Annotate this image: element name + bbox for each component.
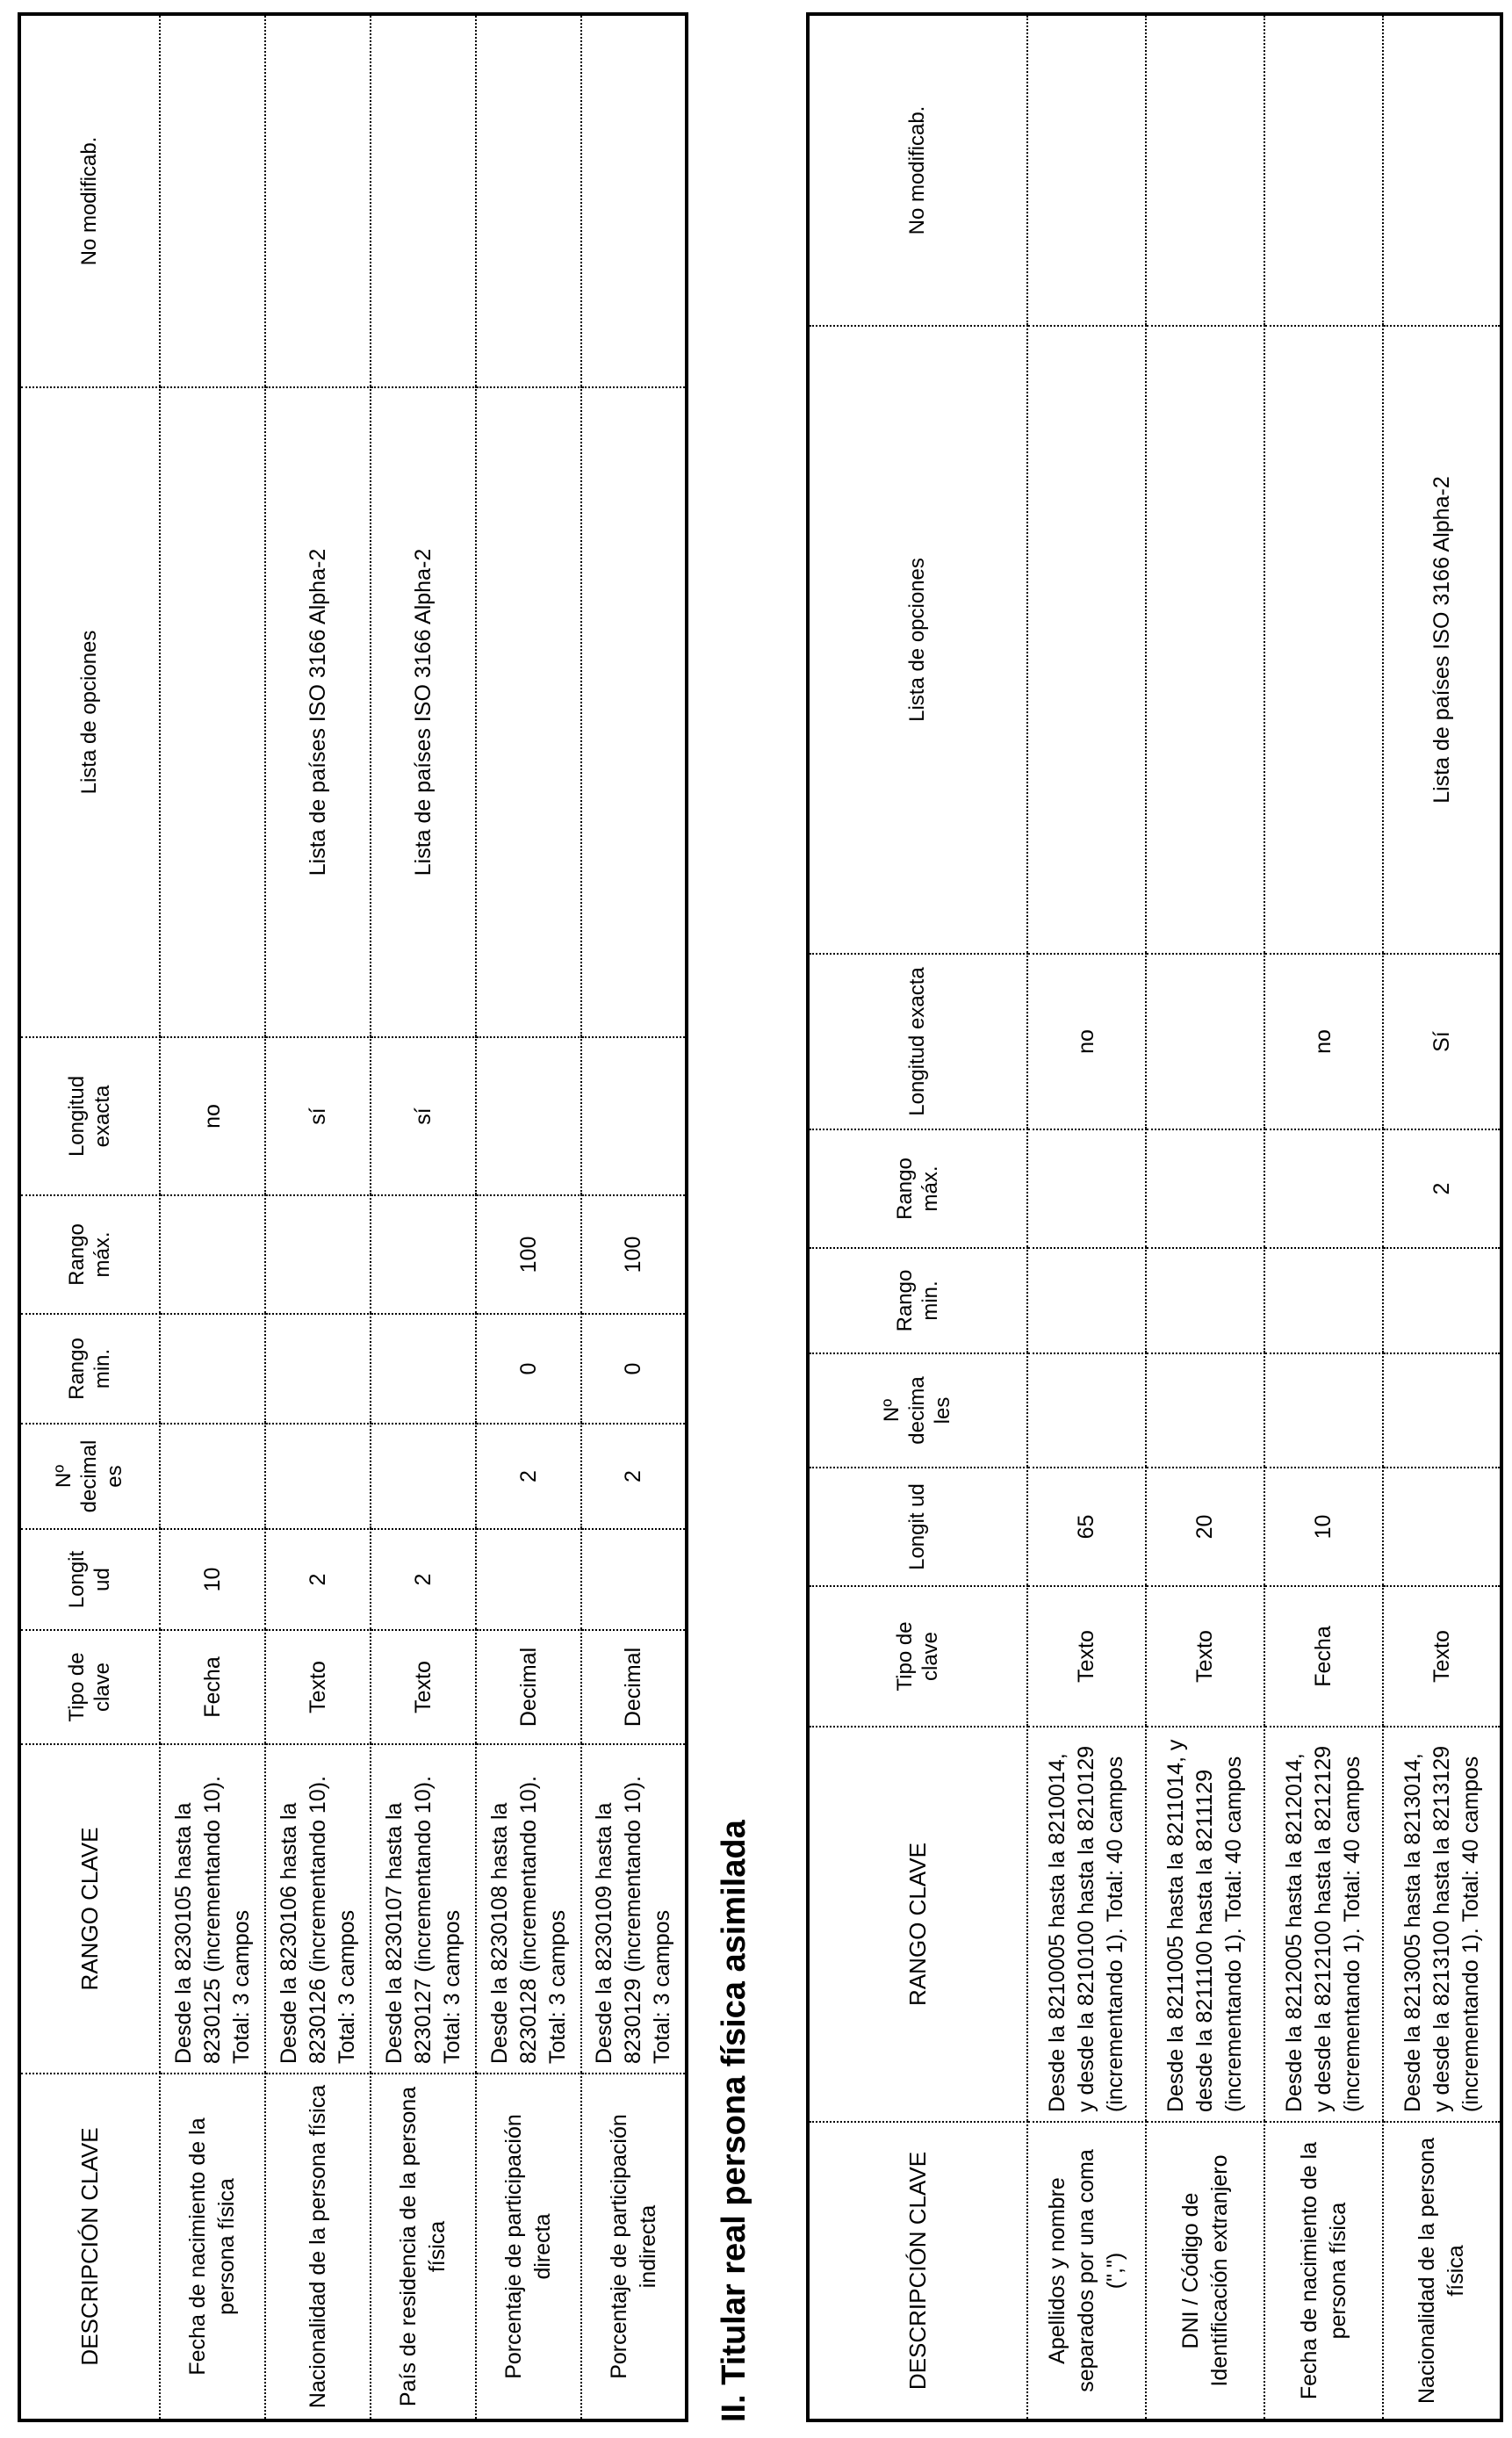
cell-longitud: 2 — [265, 1529, 371, 1630]
table-row — [1146, 14, 1264, 2420]
header-lista-opciones: Lista de opciones — [19, 387, 160, 1037]
cell-no-modificable — [265, 14, 371, 387]
header-decimales: Nº decimal es — [19, 1424, 160, 1529]
cell-lista-opciones — [160, 387, 265, 1037]
cell-longitud: 2 — [371, 1529, 476, 1630]
cell-rango-clave: Desde la 8212005 hasta la 8212014, y desde la 8212100 hasta la 8212129 (incrementando 1). Total: 40 campos — [1264, 1727, 1383, 2122]
cell-decimales — [265, 1424, 371, 1529]
cell-rango-max — [1264, 1129, 1383, 1248]
cell-descripcion: DNI / Código de Identificación extranjero — [1146, 2122, 1264, 2420]
table-persona-fisica-asimilada — [806, 12, 1503, 2422]
cell-no-modificable — [1027, 14, 1146, 326]
cell-no-modificable — [476, 14, 581, 387]
cell-rango-clave: Desde la 8230108 hasta la 8230128 (incrementando 10). Total: 3 campos — [476, 1744, 581, 2074]
cell-longitud-exacta: no — [1027, 954, 1146, 1129]
cell-rango-max: 100 — [581, 1195, 687, 1314]
header-rango-max: Rango máx. — [808, 1129, 1027, 1248]
cell-longitud-exacta: sí — [265, 1037, 371, 1195]
cell-rango-clave: Desde la 8230109 hasta la 8230129 (incrementando 10). Total: 3 campos — [581, 1744, 687, 2074]
cell-tipo: Texto — [265, 1630, 371, 1744]
cell-no-modificable — [1264, 14, 1383, 326]
cell-longitud: 10 — [160, 1529, 265, 1630]
table-row — [1264, 14, 1383, 2420]
cell-longitud-exacta: Sí — [1383, 954, 1501, 1129]
cell-tipo: Fecha — [1264, 1586, 1383, 1727]
cell-decimales — [1383, 1353, 1501, 1468]
cell-rango-min: 0 — [476, 1314, 581, 1424]
cell-descripcion: Apellidos y nombre separados por una coma (",") — [1027, 2122, 1146, 2420]
cell-tipo: Texto — [371, 1630, 476, 1744]
cell-rango-min — [1146, 1248, 1264, 1353]
cell-rango-clave: Desde la 8213005 hasta la 8213014, y desde la 8213100 hasta la 8213129 (incrementando 1). Total: 40 campos — [1383, 1727, 1501, 2122]
cell-longitud-exacta — [1146, 954, 1264, 1129]
cell-rango-min — [1264, 1248, 1383, 1353]
cell-rango-max — [371, 1195, 476, 1314]
header-no-modificable: No modificab. — [19, 14, 160, 387]
cell-descripcion: Porcentaje de participación indirecta — [581, 2074, 687, 2420]
cell-rango-max — [1027, 1129, 1146, 1248]
cell-tipo: Decimal — [581, 1630, 687, 1744]
cell-decimales — [1264, 1353, 1383, 1468]
cell-no-modificable — [371, 14, 476, 387]
cell-longitud-exacta — [476, 1037, 581, 1195]
cell-no-modificable — [1383, 14, 1501, 326]
header-rango-max: Rango máx. — [19, 1195, 160, 1314]
table-header-row — [19, 14, 160, 2420]
cell-longitud: 10 — [1264, 1468, 1383, 1586]
header-descripcion: DESCRIPCIÓN CLAVE — [808, 2122, 1027, 2420]
cell-decimales — [1146, 1353, 1264, 1468]
cell-rango-min — [1383, 1248, 1501, 1353]
cell-lista-opciones — [1027, 326, 1146, 954]
cell-rango-max — [160, 1195, 265, 1314]
table-row — [160, 14, 265, 2420]
cell-rango-max — [1146, 1129, 1264, 1248]
cell-tipo: Texto — [1146, 1586, 1264, 1727]
header-longitud-exacta: Longitud exacta — [19, 1037, 160, 1195]
cell-longitud-exacta — [581, 1037, 687, 1195]
cell-decimales: 2 — [476, 1424, 581, 1529]
header-decimales: Nº decima les — [808, 1353, 1027, 1468]
table-row — [371, 14, 476, 2420]
cell-descripcion: Porcentaje de participación directa — [476, 2074, 581, 2420]
cell-longitud: 65 — [1027, 1468, 1146, 1586]
cell-rango-min — [265, 1314, 371, 1424]
header-tipo: Tipo de clave — [808, 1586, 1027, 1727]
cell-rango-clave: Desde la 8230105 hasta la 8230125 (incrementando 10). Total: 3 campos — [160, 1744, 265, 2074]
cell-decimales — [371, 1424, 476, 1529]
cell-longitud — [1383, 1468, 1501, 1586]
cell-rango-min — [1027, 1248, 1146, 1353]
cell-descripcion: Nacionalidad de la persona física — [265, 2074, 371, 2420]
header-lista-opciones: Lista de opciones — [808, 326, 1027, 954]
cell-lista-opciones — [476, 387, 581, 1037]
cell-tipo: Fecha — [160, 1630, 265, 1744]
table-row — [581, 14, 687, 2420]
cell-no-modificable — [1146, 14, 1264, 326]
cell-lista-opciones: Lista de países ISO 3166 Alpha-2 — [371, 387, 476, 1037]
header-rango-min: Rango min. — [808, 1248, 1027, 1353]
cell-no-modificable — [581, 14, 687, 387]
cell-rango-min — [160, 1314, 265, 1424]
table-row — [265, 14, 371, 2420]
cell-descripcion: Nacionalidad de la persona física — [1383, 2122, 1501, 2420]
cell-lista-opciones — [1264, 326, 1383, 954]
header-longitud: Longit ud — [19, 1529, 160, 1630]
cell-decimales — [1027, 1353, 1146, 1468]
header-descripcion: DESCRIPCIÓN CLAVE — [19, 2074, 160, 2420]
cell-lista-opciones: Lista de países ISO 3166 Alpha-2 — [265, 387, 371, 1037]
cell-descripcion: Fecha de nacimiento de la persona física — [160, 2074, 265, 2420]
cell-tipo: Decimal — [476, 1630, 581, 1744]
header-tipo: Tipo de clave — [19, 1630, 160, 1744]
header-rango-clave: RANGO CLAVE — [19, 1744, 160, 2074]
cell-rango-clave: Desde la 8210005 hasta la 8210014, y desde la 8210100 hasta la 8210129 (incrementando 1). Total: 40 campos — [1027, 1727, 1146, 2122]
cell-rango-min: 0 — [581, 1314, 687, 1424]
cell-rango-clave: Desde la 8211005 hasta la 8211014, y desde la 8211100 hasta la 8211129 (incrementando 1). Total: 40 campos — [1146, 1727, 1264, 2122]
cell-tipo: Texto — [1383, 1586, 1501, 1727]
cell-rango-clave: Desde la 8230107 hasta la 8230127 (incrementando 10). Total: 3 campos — [371, 1744, 476, 2074]
table-header-row — [808, 14, 1027, 2420]
table-persona-fisica — [18, 12, 688, 2422]
cell-longitud — [581, 1529, 687, 1630]
header-rango-clave: RANGO CLAVE — [808, 1727, 1027, 2122]
cell-descripcion: País de residencia de la persona física — [371, 2074, 476, 2420]
cell-rango-max: 2 — [1383, 1129, 1501, 1248]
table-row — [1383, 14, 1501, 2420]
cell-longitud-exacta: sí — [371, 1037, 476, 1195]
cell-rango-clave: Desde la 8230106 hasta la 8230126 (incrementando 10). Total: 3 campos — [265, 1744, 371, 2074]
cell-longitud — [476, 1529, 581, 1630]
header-longitud-exacta: Longitud exacta — [808, 954, 1027, 1129]
cell-longitud-exacta: no — [1264, 954, 1383, 1129]
table-row — [1027, 14, 1146, 2420]
cell-no-modificable — [160, 14, 265, 387]
cell-decimales: 2 — [581, 1424, 687, 1529]
table-row — [476, 14, 581, 2420]
cell-lista-opciones — [581, 387, 687, 1037]
cell-longitud: 20 — [1146, 1468, 1264, 1586]
header-no-modificable: No modificab. — [808, 14, 1027, 326]
header-longitud: Longit ud — [808, 1468, 1027, 1586]
header-rango-min: Rango min. — [19, 1314, 160, 1424]
cell-lista-opciones: Lista de países ISO 3166 Alpha-2 — [1383, 326, 1501, 954]
cell-longitud-exacta: no — [160, 1037, 265, 1195]
cell-tipo: Texto — [1027, 1586, 1146, 1727]
cell-lista-opciones — [1146, 326, 1264, 954]
cell-rango-max: 100 — [476, 1195, 581, 1314]
cell-decimales — [160, 1424, 265, 1529]
cell-rango-min — [371, 1314, 476, 1424]
section-title: II. Titular real persona física asimilada — [716, 1820, 752, 2422]
cell-rango-max — [265, 1195, 371, 1314]
cell-descripcion: Fecha de nacimiento de la persona física — [1264, 2122, 1383, 2420]
